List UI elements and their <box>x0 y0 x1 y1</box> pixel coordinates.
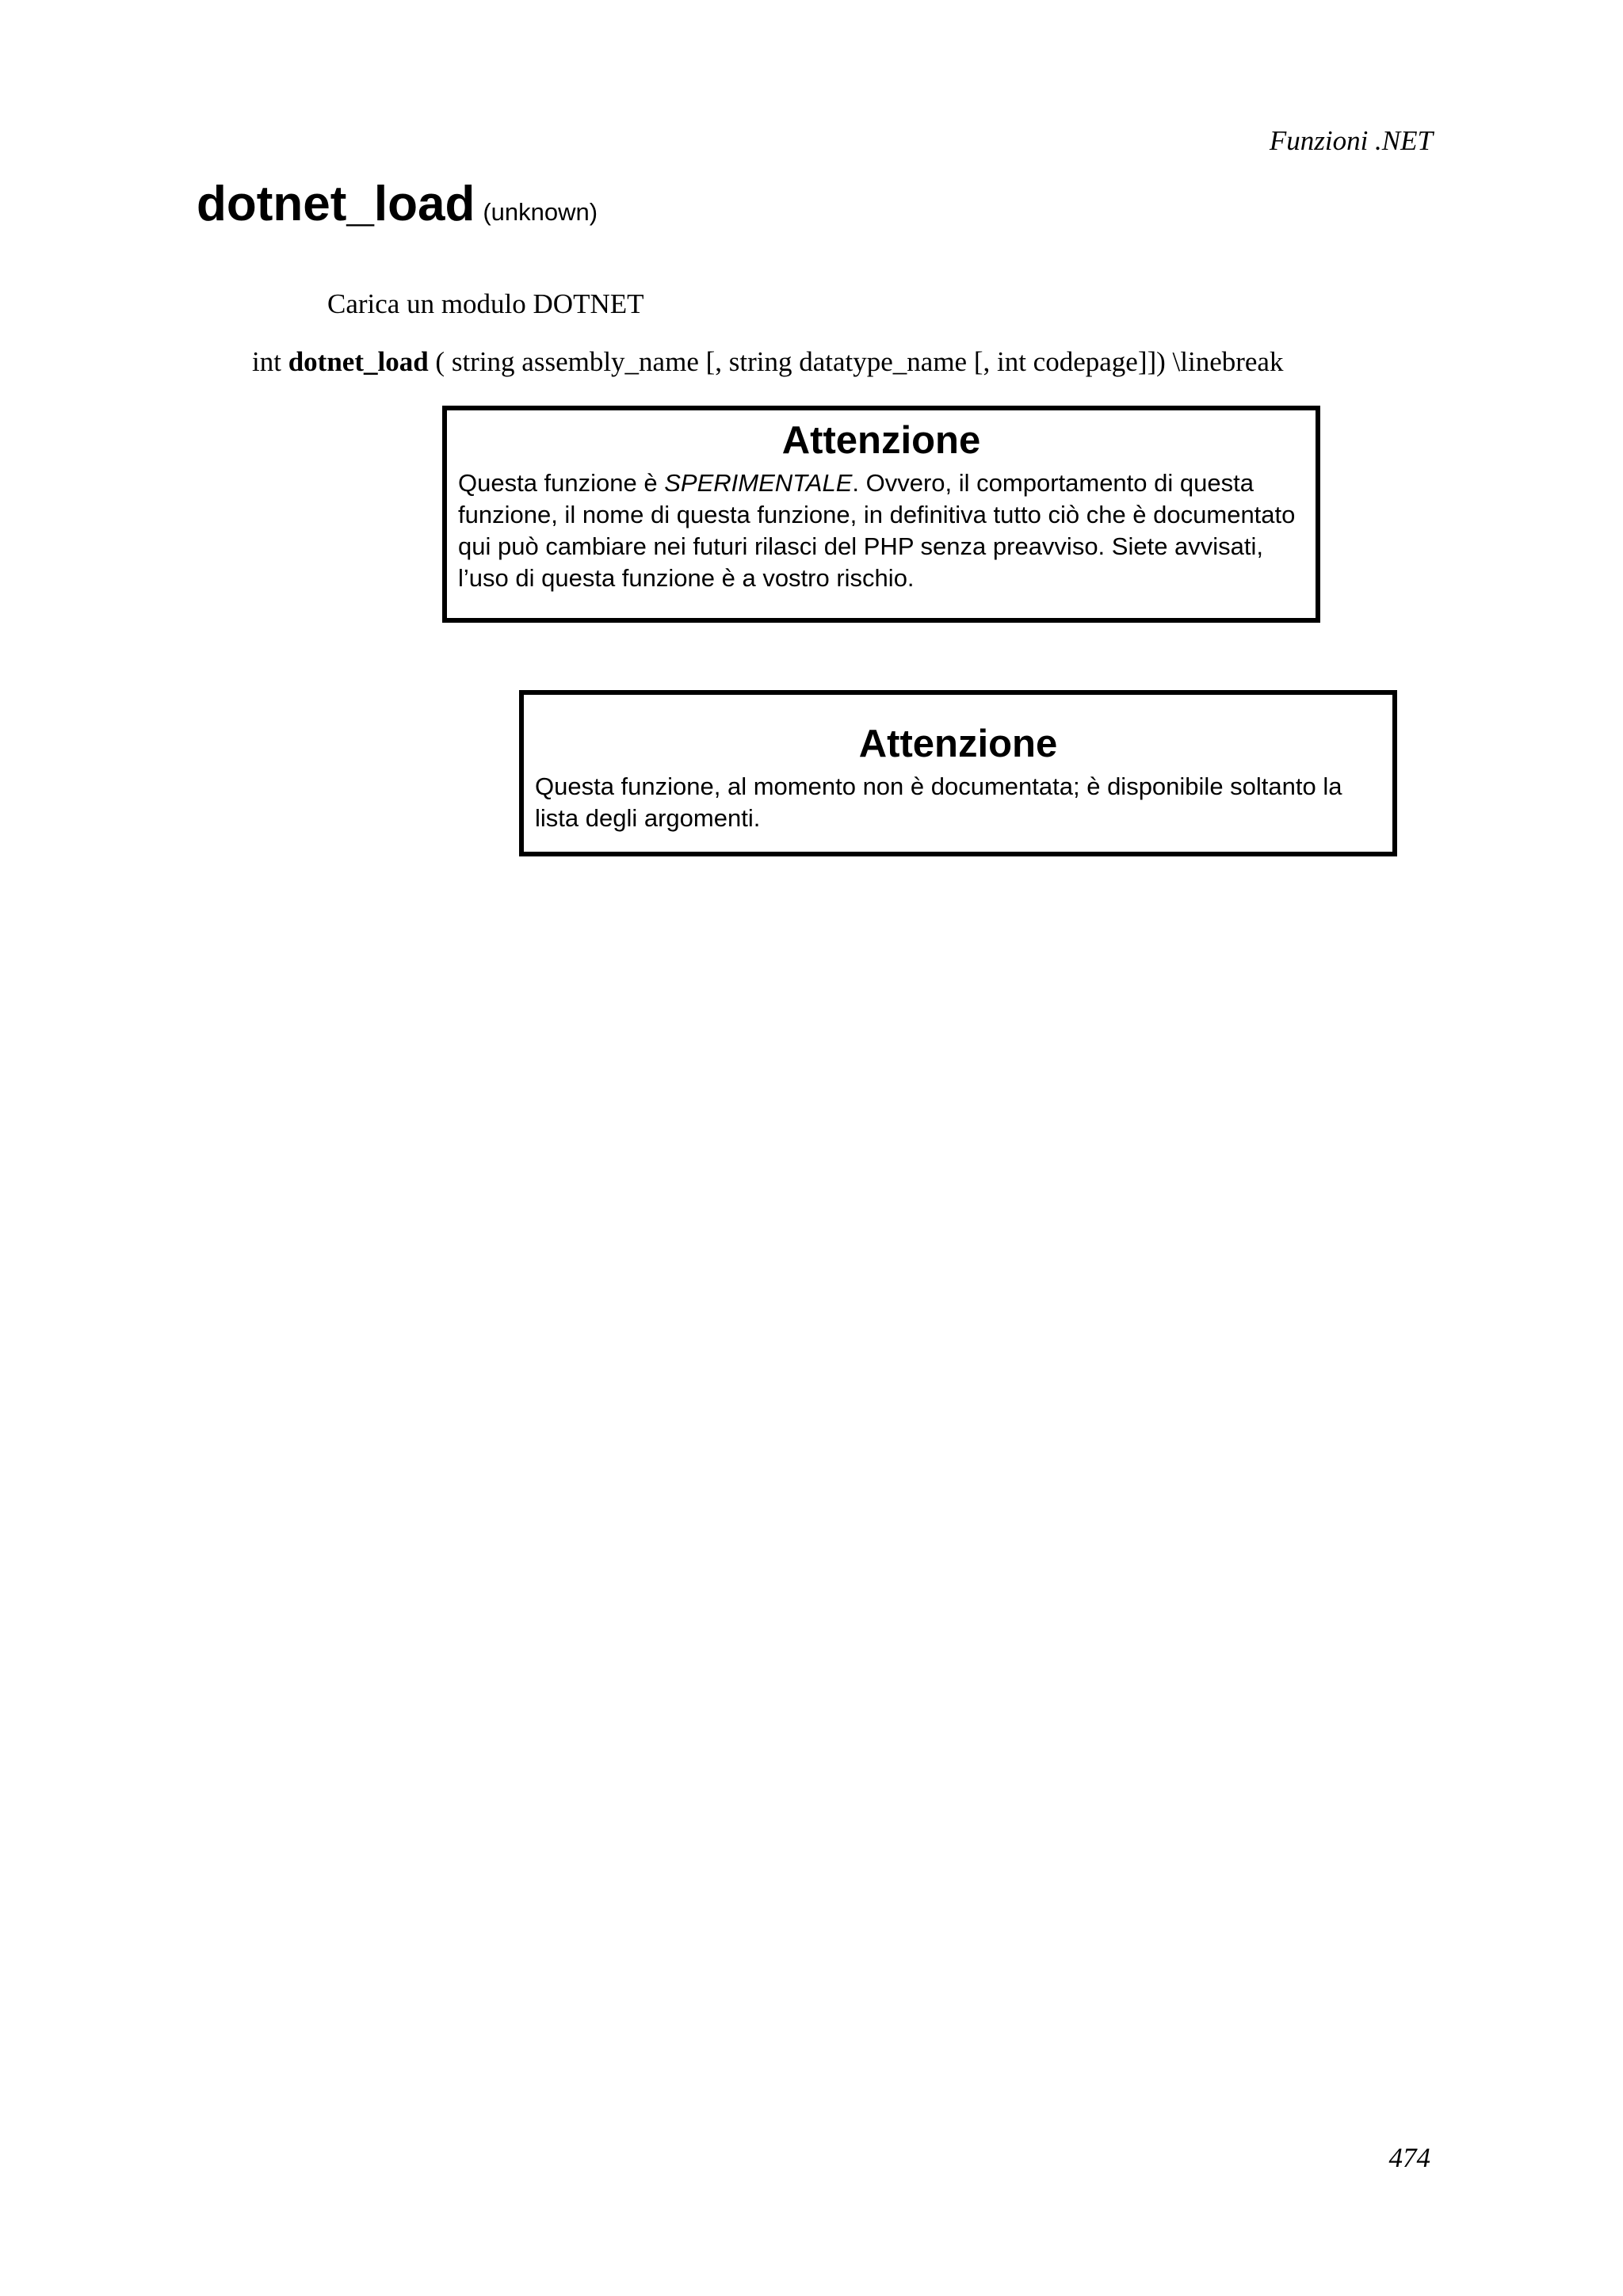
function-purpose: Carica un modulo DOTNET <box>327 288 644 319</box>
undocumented-warning-box <box>519 690 1397 856</box>
warning-text <box>458 467 1304 594</box>
warning-text-end: . Ovvero, il comportamento di questa funzione, il nome di questa funzione, in definitiva tutto ciò che è documentato qui può cambiare nei futuri rilasci del PHP senza preavviso. Siete avvisati, l’uso di questa funzione è a vostro rischio. <box>458 469 1296 593</box>
synopsis-return-type: int <box>252 346 281 377</box>
warning-emphasis: SPERIMENTALE <box>664 469 853 498</box>
warning-text-start: Questa funzione è <box>458 469 665 498</box>
synopsis-function-name: dotnet_load <box>288 346 429 377</box>
warning-title: Attenzione <box>858 723 1058 765</box>
function-version: (unknown) <box>483 198 598 226</box>
page-number: 474 <box>1388 2142 1430 2173</box>
warning-text: Questa funzione, al momento non è documentata; è disponibile soltanto la lista degli argomenti. <box>535 772 1342 833</box>
synopsis-params: ( string assembly_name [, string datatype_name [, int codepage]]) \linebreak <box>435 346 1284 377</box>
experimental-warning-box <box>442 406 1320 623</box>
function-title: dotnet_load <box>197 177 475 231</box>
function-synopsis <box>252 346 1283 378</box>
running-header: Funzioni .NET <box>1269 125 1433 156</box>
warning-title: Attenzione <box>781 419 981 462</box>
function-title-row <box>197 176 598 232</box>
